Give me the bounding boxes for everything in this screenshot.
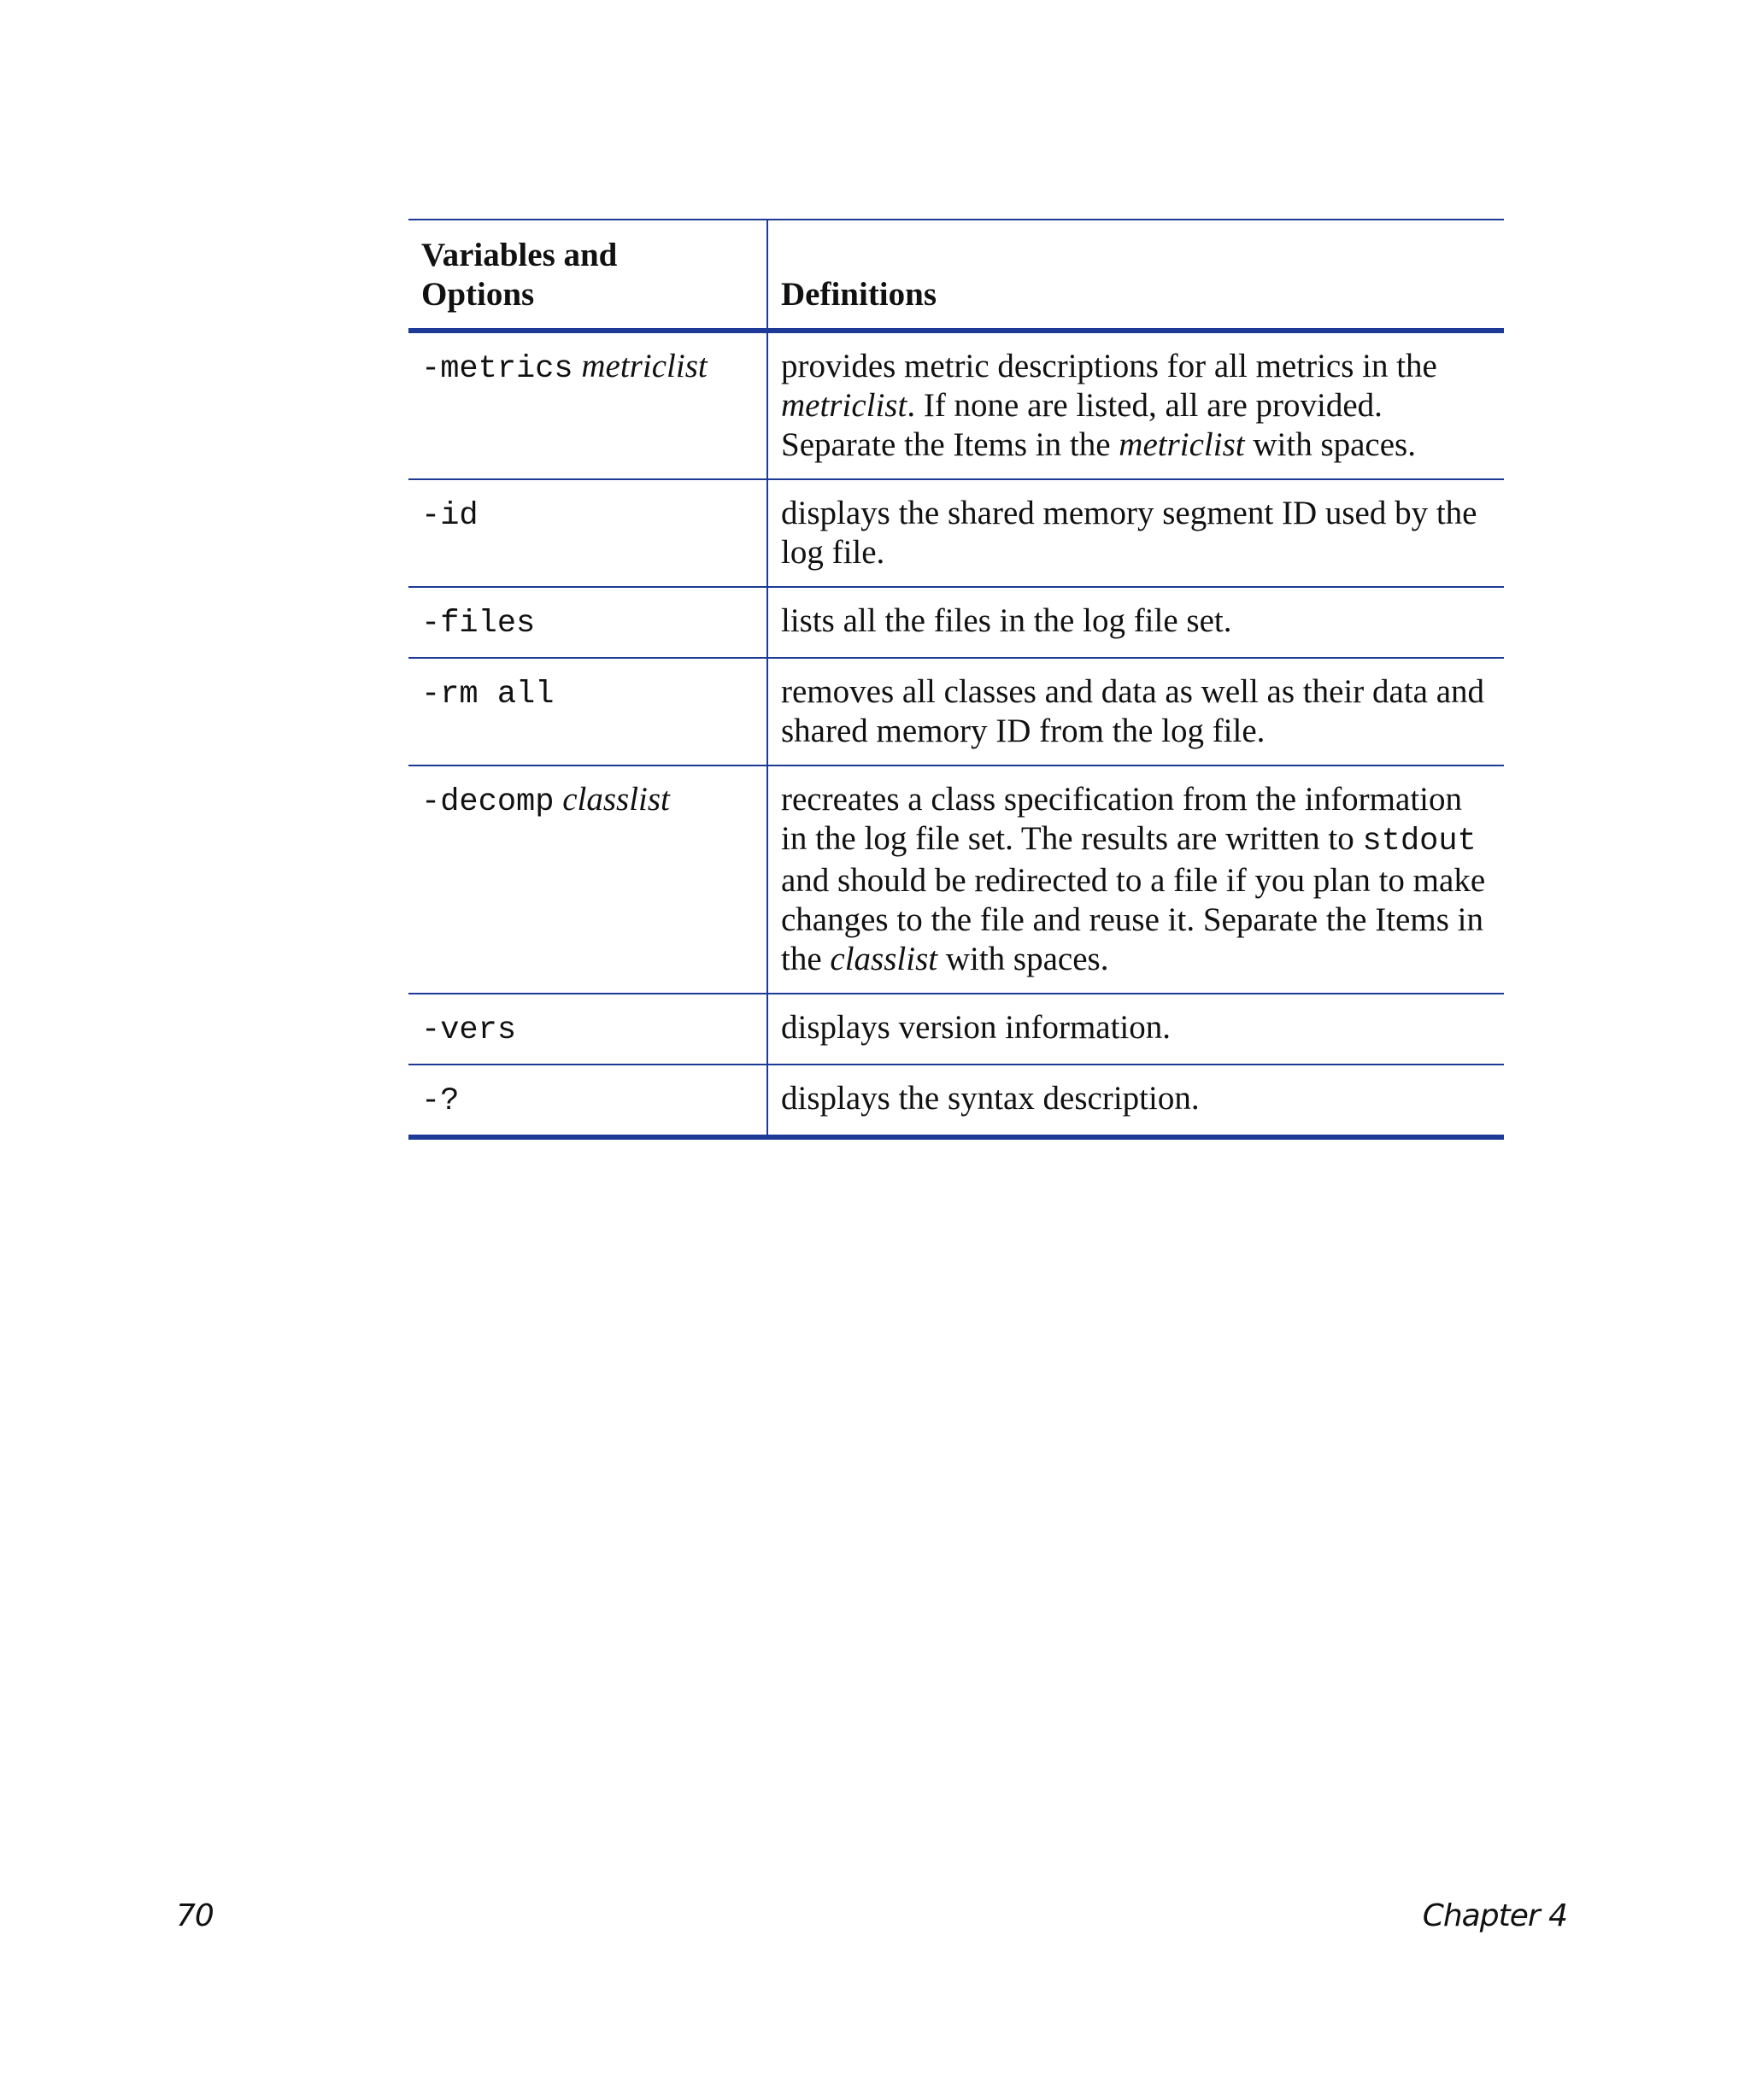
option-cell	[408, 994, 767, 1065]
header-variables-options: Variables and Options	[408, 220, 767, 331]
definition-cell: removes all classes and data as well as their data and shared memory ID from the log file.	[767, 658, 1504, 766]
chapter-label: Chapter 4	[1422, 1898, 1567, 1933]
page-number: 70	[176, 1898, 214, 1933]
option-cell	[408, 766, 767, 994]
option-cell	[408, 331, 767, 479]
table-row	[408, 1065, 1504, 1137]
header-definitions: Definitions	[767, 220, 1504, 331]
option-cell	[408, 587, 767, 658]
option-code: -metrics	[421, 351, 573, 387]
definition-cell: lists all the files in the log file set.	[767, 587, 1504, 658]
option-code: -vers	[421, 1012, 517, 1048]
option-argument: classlist	[562, 781, 670, 818]
definition-cell: displays the syntax description.	[767, 1065, 1504, 1137]
definition-cell: displays the shared memory segment ID used by the log file.	[767, 479, 1504, 587]
definition-cell: displays version information.	[767, 994, 1504, 1065]
table-row	[408, 331, 1504, 479]
option-argument: metriclist	[581, 348, 708, 384]
table-row	[408, 587, 1504, 658]
table-header-row	[408, 220, 1504, 331]
definition-cell: recreates a class specification from the information in the log file set. The results are written to stdout and should be redirected to a file if you plan to make changes to the file and reuse it. Separate the Items in the classlist with spaces.	[767, 766, 1504, 994]
option-cell	[408, 658, 767, 766]
table-row	[408, 479, 1504, 587]
table-row	[408, 994, 1504, 1065]
option-code: -decomp	[421, 784, 555, 820]
inline-code: stdout	[1362, 824, 1477, 859]
table-row	[408, 658, 1504, 766]
option-cell	[408, 1065, 767, 1137]
option-code: -id	[421, 498, 479, 534]
options-table	[408, 219, 1504, 1140]
option-code: -?	[421, 1083, 460, 1119]
option-cell	[408, 479, 767, 587]
table-row	[408, 766, 1504, 994]
option-code: -files	[421, 606, 536, 642]
definition-cell: provides metric descriptions for all metrics in the metriclist. If none are listed, all are provided. Separate the Items in the metriclist with spaces.	[767, 331, 1504, 479]
option-code: -rm all	[421, 677, 555, 713]
